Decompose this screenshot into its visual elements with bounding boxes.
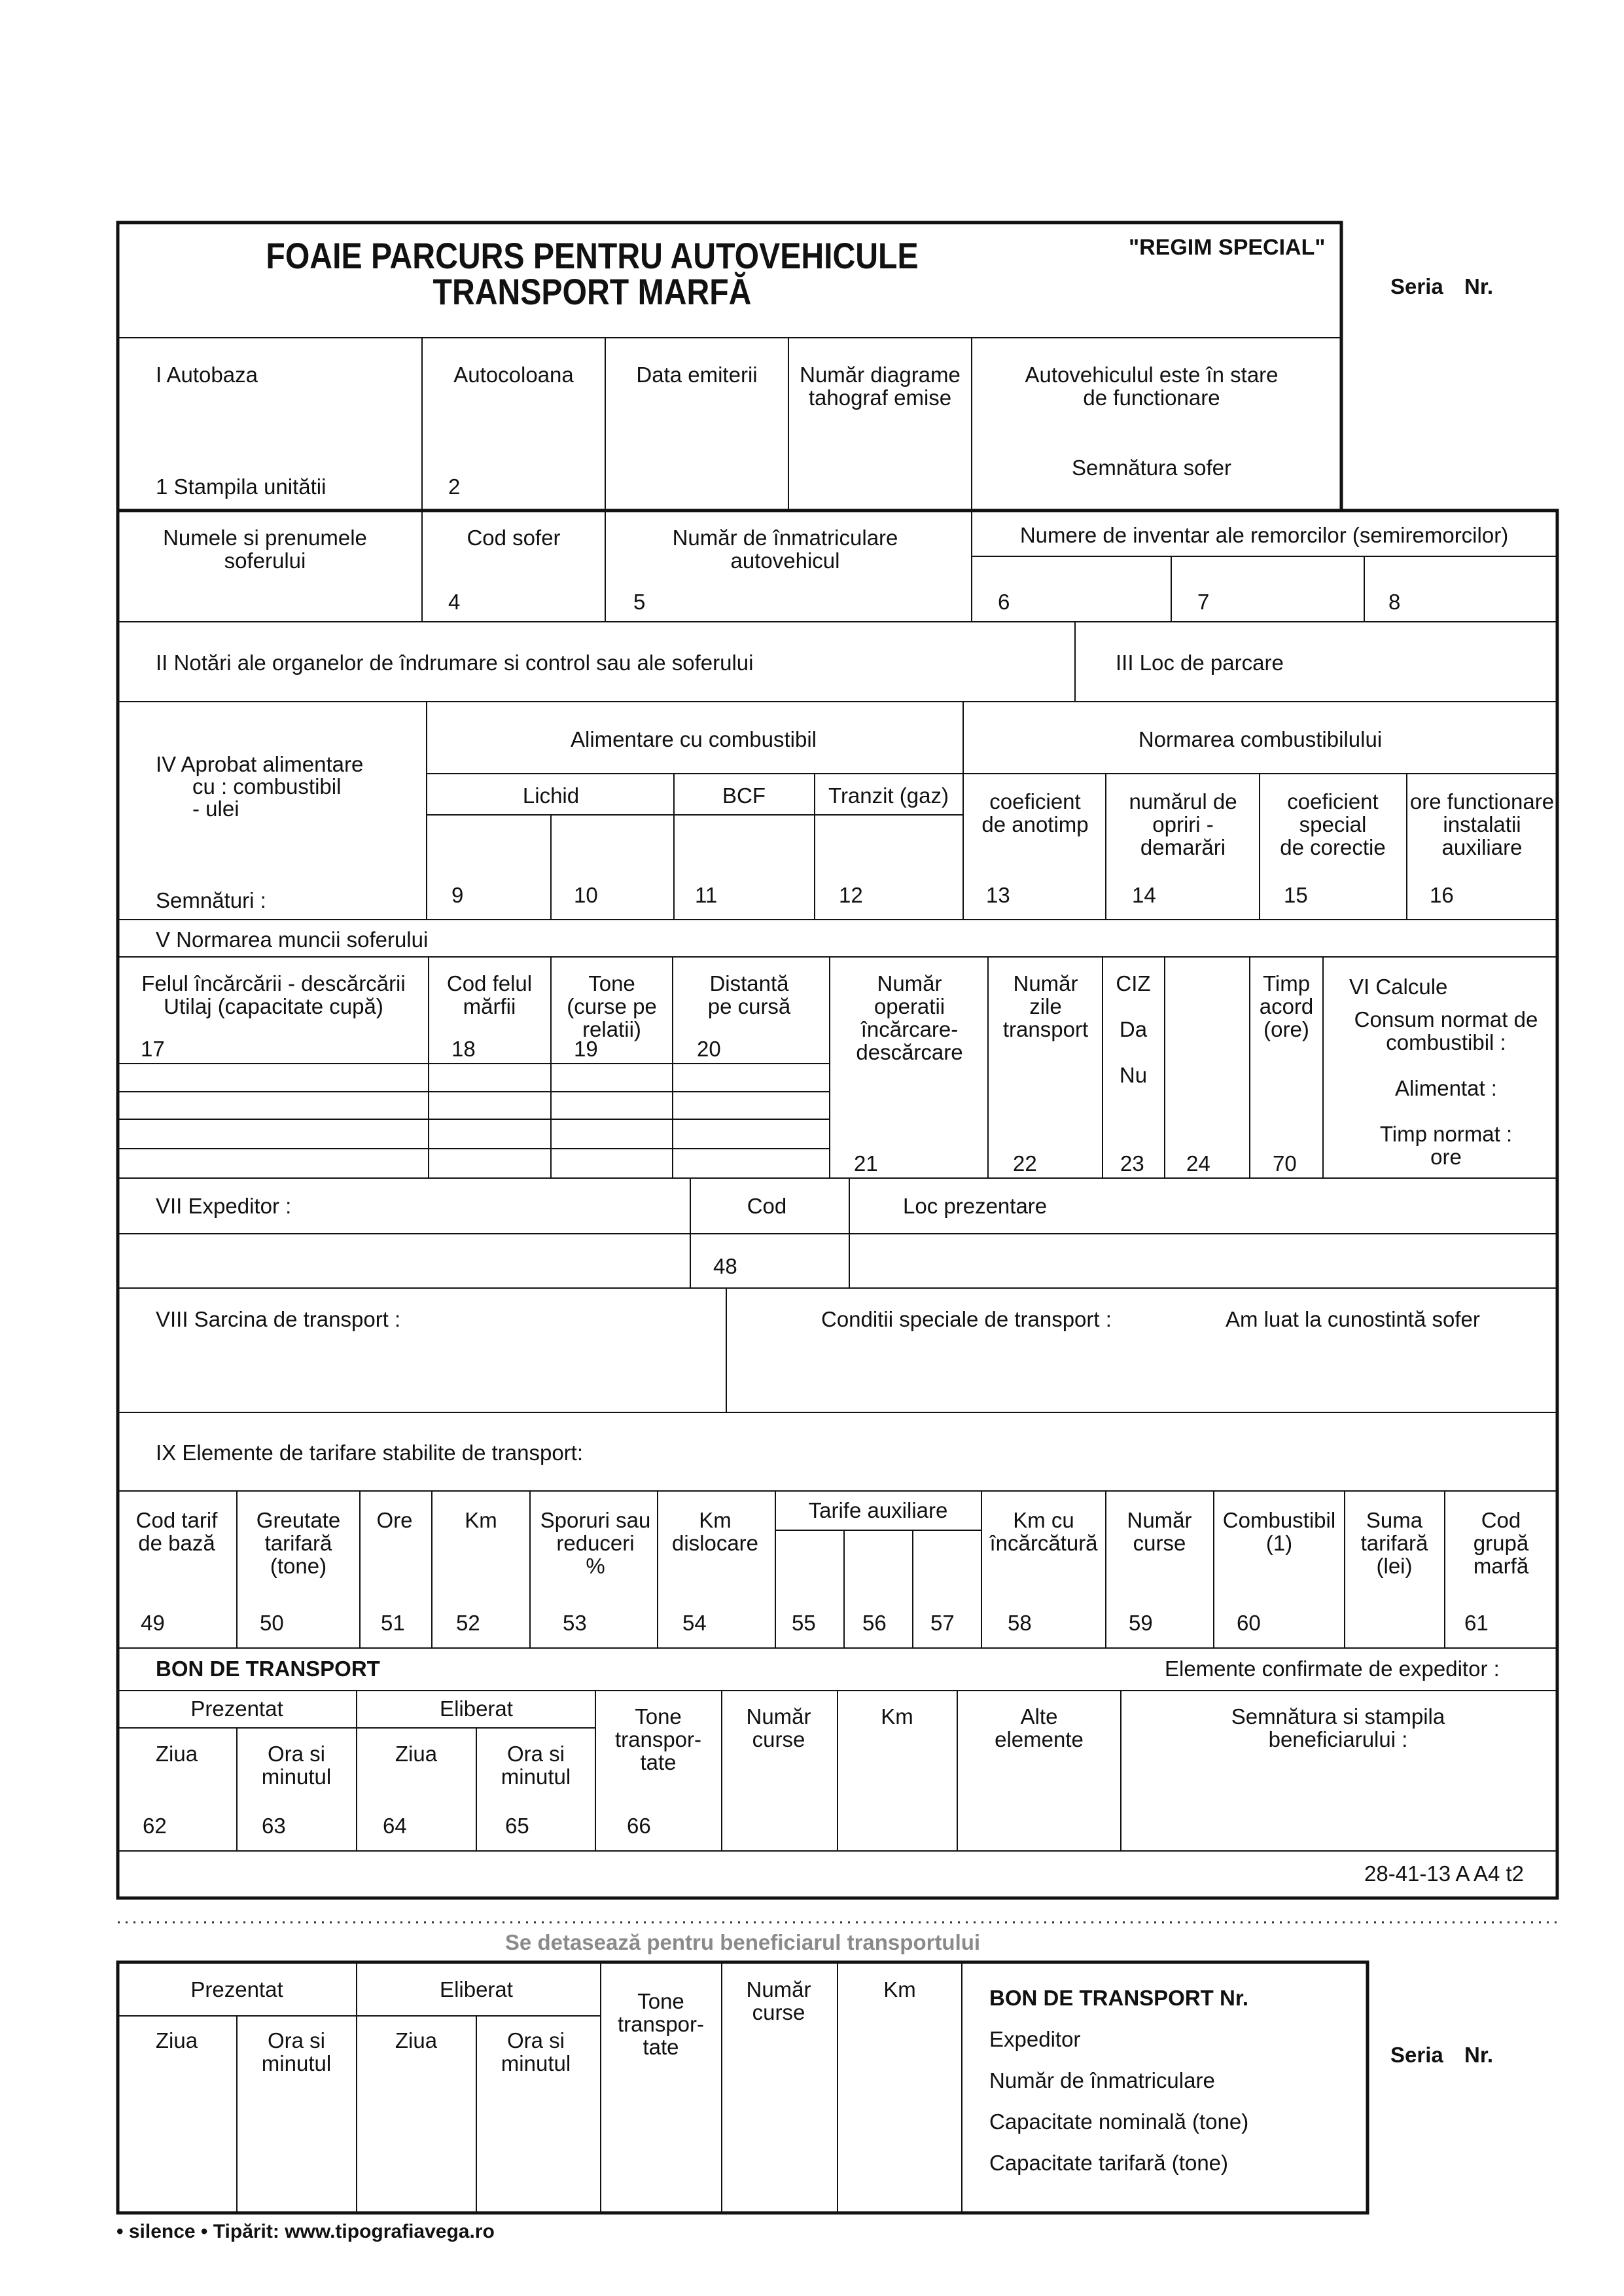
- operatii-l3: încărcare-: [860, 1017, 959, 1041]
- field-number: 4: [448, 590, 461, 614]
- stub-tone-l1: Tone: [637, 1989, 684, 2013]
- greutate-l2: tarifară: [264, 1531, 332, 1555]
- stub-bon-title: BON DE TRANSPORT Nr.: [989, 1986, 1249, 2010]
- bon-title: BON DE TRANSPORT: [156, 1657, 380, 1681]
- coef-anotimp-l1: coeficient: [989, 789, 1081, 814]
- field-number: 12: [839, 883, 863, 907]
- field-number: 8: [1388, 590, 1401, 614]
- consum-normat-l2: combustibil :: [1386, 1030, 1506, 1054]
- field-number: 16: [1430, 883, 1454, 907]
- timp-acord-l1: Timp: [1262, 971, 1311, 996]
- printer-credit: • silence • Tipărit: www.tipografiavega.ro: [116, 2221, 495, 2242]
- combustibil-l1: Combustibil: [1222, 1508, 1336, 1532]
- semnatura-beneficiar-l1: Semnătura si stampila: [1231, 1704, 1445, 1729]
- numar-curse-l2: curse: [752, 1727, 805, 1751]
- distanta-l1: Distantă: [709, 971, 789, 996]
- semnaturi-label: Semnături :: [156, 888, 266, 912]
- km-incarcatura-l2: încărcătură: [989, 1531, 1098, 1555]
- operatii-l4: descărcare: [856, 1040, 963, 1064]
- stampila-label: 1 Stampila unitătii: [156, 475, 327, 499]
- stub-curse-l1: Număr: [746, 1977, 811, 2001]
- normarea-label: Normarea combustibilului: [1138, 727, 1383, 751]
- operatii-l1: Număr: [877, 971, 942, 996]
- field-number: 9: [451, 883, 464, 907]
- field-number: 55: [792, 1611, 816, 1635]
- stub-ora-l2: minutul: [501, 2051, 571, 2075]
- ora-label-l2: minutul: [501, 1765, 571, 1789]
- cod-tarif-l2: de bază: [138, 1531, 215, 1555]
- form-title-line2: TRANSPORT MARFĂ: [432, 271, 752, 312]
- km-incarcatura-l1: Km cu: [1013, 1508, 1074, 1532]
- field-number: 5: [633, 590, 646, 614]
- timp-acord-l2: acord: [1259, 994, 1314, 1018]
- ziua-label: Ziua: [155, 1742, 198, 1766]
- field-number: 70: [1273, 1151, 1297, 1175]
- stub-prezentat-label: Prezentat: [190, 1977, 283, 2001]
- field-number: 11: [695, 883, 718, 907]
- tone-transportate-l3: tate: [640, 1750, 677, 1774]
- field-number: 59: [1129, 1611, 1153, 1635]
- stare-label-l1: Autovehiculul este în stare: [1025, 363, 1279, 387]
- inmatriculare-label-l2: autovehicul: [730, 548, 840, 573]
- normarea-muncii-label: V Normarea muncii soferului: [156, 927, 429, 952]
- alimentare-label: Alimentare cu combustibil: [571, 727, 817, 751]
- field-number: 2: [448, 475, 461, 499]
- zile-l1: Număr: [1013, 971, 1078, 996]
- field-number: 19: [574, 1037, 598, 1061]
- field-number: 18: [451, 1037, 476, 1061]
- ore-functionare-l1: ore functionare: [1409, 789, 1555, 814]
- diagrame-label-l1: Număr diagrame: [800, 363, 961, 387]
- eliberat-label: Eliberat: [440, 1696, 513, 1721]
- stub-inmatriculare-label: Număr de înmatriculare: [989, 2068, 1215, 2092]
- km-header: Km: [465, 1508, 497, 1532]
- field-number: 50: [260, 1611, 284, 1635]
- coef-special-l1: coeficient: [1287, 789, 1379, 814]
- bcf-label: BCF: [722, 783, 766, 808]
- cod-grupa-l2: grupă: [1473, 1531, 1529, 1555]
- notari-label: II Notări ale organelor de îndrumare si control sau ale soferului: [156, 651, 754, 675]
- cod-tarif-l1: Cod tarif: [135, 1508, 218, 1532]
- form-title-line1: FOAIE PARCURS PENTRU AUTOVEHICULE: [266, 235, 919, 276]
- tone-curse-l3: relatii): [582, 1017, 641, 1041]
- ora-label-l1: Ora si: [267, 1742, 326, 1766]
- coef-special-l2: special: [1299, 812, 1367, 836]
- stub-tone-l2: transpor-: [617, 2012, 705, 2036]
- field-number: 53: [563, 1611, 587, 1635]
- parcare-label: III Loc de parcare: [1116, 651, 1284, 675]
- field-number: 15: [1284, 883, 1308, 907]
- suma-tarifara-l1: Suma: [1366, 1508, 1423, 1532]
- stub-km-label: Km: [883, 1977, 916, 2001]
- suma-tarifara-l2: tarifară: [1360, 1531, 1428, 1555]
- cod-felul-l1: Cod felul: [446, 971, 533, 996]
- numar-curse-l1: Număr: [1127, 1508, 1192, 1532]
- detach-note: Se detasează pentru beneficiarul transportului: [504, 1930, 981, 1954]
- timp-normat-label: Timp normat :: [1379, 1122, 1513, 1146]
- tone-curse-l1: Tone: [588, 971, 635, 996]
- zile-l3: transport: [1002, 1017, 1089, 1041]
- field-number: 51: [381, 1611, 405, 1635]
- stub-ziua-label: Ziua: [155, 2028, 198, 2053]
- field-number: 24: [1186, 1151, 1210, 1175]
- km-dislocare-l2: dislocare: [671, 1531, 759, 1555]
- field-number: 61: [1464, 1611, 1489, 1635]
- tone-curse-l2: (curse pe: [567, 994, 657, 1018]
- field-number: 7: [1197, 590, 1210, 614]
- combustibil-l2: (1): [1265, 1531, 1293, 1555]
- form-code: 28-41-13 A A4 t2: [1364, 1861, 1525, 1886]
- stub-nr-label: Nr.: [1464, 2043, 1494, 2067]
- numar-curse-l2: curse: [1133, 1531, 1186, 1555]
- field-number: 65: [505, 1814, 529, 1838]
- km-label: Km: [881, 1704, 913, 1729]
- remorci-label: Numere de inventar ale remorcilor (semiremorcilor): [1019, 523, 1509, 547]
- ora-label-l1: Ora si: [506, 1742, 565, 1766]
- serie-label: Seria: [1390, 274, 1443, 298]
- cod-label: Cod: [747, 1194, 787, 1218]
- ciz-label: CIZ: [1116, 971, 1151, 996]
- ore-functionare-l2: instalatii: [1443, 812, 1521, 836]
- field-number: 13: [986, 883, 1010, 907]
- field-number: 10: [574, 883, 598, 907]
- elemente-confirmate-label: Elemente confirmate de expeditor :: [1165, 1657, 1500, 1681]
- semnatura-sofer-label: Semnătura sofer: [1072, 456, 1231, 480]
- stub-serie-label: Seria: [1390, 2043, 1443, 2067]
- ore-functionare-l3: auxiliare: [1441, 835, 1523, 859]
- zile-l2: zile: [1029, 994, 1062, 1018]
- consum-normat-l1: Consum normat de: [1354, 1007, 1538, 1031]
- tarife-auxiliare-label: Tarife auxiliare: [808, 1498, 948, 1522]
- field-number: 58: [1008, 1611, 1032, 1635]
- field-number: 60: [1237, 1611, 1261, 1635]
- cod-grupa-l3: marfă: [1473, 1554, 1529, 1578]
- field-number: 23: [1120, 1151, 1144, 1175]
- stare-label-l2: de functionare: [1083, 386, 1220, 410]
- stub-ora-l2: minutul: [261, 2051, 332, 2075]
- stub-ora-l1: Ora si: [267, 2028, 326, 2053]
- km-dislocare-l1: Km: [699, 1508, 732, 1532]
- sporuri-l2: reduceri: [556, 1531, 635, 1555]
- alimentat-label: Alimentat :: [1395, 1076, 1497, 1100]
- field-number: 17: [141, 1037, 165, 1061]
- nu-label: Nu: [1119, 1063, 1148, 1087]
- cod-grupa-l1: Cod: [1481, 1508, 1521, 1532]
- regime-label: "REGIM SPECIAL": [1129, 235, 1326, 260]
- autocoloana-label: Autocoloana: [453, 363, 574, 387]
- stub-capacitate-tarifara-label: Capacitate tarifară (tone): [989, 2151, 1229, 2175]
- felul-label-l2: Utilaj (capacitate cupă): [164, 994, 383, 1018]
- field-number: 6: [998, 590, 1010, 614]
- nume-label-l2: soferului: [224, 548, 306, 573]
- data-emiterii-label: Data emiterii: [636, 363, 758, 387]
- field-number: 48: [713, 1254, 737, 1278]
- field-number: 62: [143, 1814, 167, 1838]
- am-luat-label: Am luat la cunostintă sofer: [1226, 1307, 1480, 1331]
- stub-eliberat-label: Eliberat: [440, 1977, 513, 2001]
- greutate-l1: Greutate: [256, 1508, 341, 1532]
- cod-felul-l2: mărfii: [463, 994, 516, 1018]
- stub-ziua-label: Ziua: [395, 2028, 438, 2053]
- diagrame-label-l2: tahograf emise: [808, 386, 952, 410]
- field-number: 52: [456, 1611, 480, 1635]
- suma-tarifara-l3: (lei): [1376, 1554, 1413, 1578]
- field-number: 57: [930, 1611, 955, 1635]
- felul-label-l1: Felul încărcării - descărcării: [141, 971, 406, 996]
- coef-anotimp-l2: de anotimp: [981, 812, 1089, 836]
- tranzit-label: Tranzit (gaz): [828, 783, 949, 808]
- loc-prezentare-label: Loc prezentare: [903, 1194, 1048, 1218]
- numar-curse-l1: Număr: [746, 1704, 811, 1729]
- semnatura-beneficiar-l2: beneficiarului :: [1268, 1727, 1408, 1751]
- opriri-l2: opriri -: [1152, 812, 1214, 836]
- tone-transportate-l1: Tone: [635, 1704, 682, 1729]
- stub-expeditor-label: Expeditor: [989, 2027, 1081, 2051]
- tarifare-label: IX Elemente de tarifare stabilite de transport:: [156, 1441, 584, 1465]
- stub-tone-l3: tate: [643, 2035, 679, 2059]
- expeditor-label: VII Expeditor :: [156, 1194, 292, 1218]
- lichid-label: Lichid: [522, 783, 580, 808]
- distanta-l2: pe cursă: [707, 994, 791, 1018]
- opriri-l3: demarări: [1140, 835, 1226, 859]
- cod-sofer-label: Cod sofer: [467, 526, 561, 550]
- ora-label-l2: minutul: [261, 1765, 332, 1789]
- nr-label: Nr.: [1464, 274, 1494, 298]
- ziua-label: Ziua: [395, 1742, 438, 1766]
- field-number: 14: [1132, 883, 1156, 907]
- field-number: 20: [697, 1037, 721, 1061]
- stub-curse-l2: curse: [752, 2000, 805, 2024]
- prezentat-label: Prezentat: [190, 1696, 283, 1721]
- field-number: 22: [1013, 1151, 1037, 1175]
- field-number: 21: [854, 1151, 878, 1175]
- field-number: 64: [383, 1814, 407, 1838]
- ore-label: ore: [1430, 1145, 1462, 1169]
- conditii-label: Conditii speciale de transport :: [821, 1307, 1112, 1331]
- autobaza-label: I Autobaza: [156, 363, 258, 387]
- coef-special-l3: de corectie: [1280, 835, 1386, 859]
- sporuri-l1: Sporuri sau: [540, 1508, 651, 1532]
- stub-capacitate-nominala-label: Capacitate nominală (tone): [989, 2109, 1249, 2134]
- nume-label-l1: Numele si prenumele: [163, 526, 367, 550]
- field-number: 63: [262, 1814, 286, 1838]
- field-number: 66: [627, 1814, 651, 1838]
- opriri-l1: numărul de: [1129, 789, 1237, 814]
- field-number: 54: [682, 1611, 707, 1635]
- inmatriculare-label-l1: Număr de înmatriculare: [672, 526, 898, 550]
- sarcina-label: VIII Sarcina de transport :: [156, 1307, 401, 1331]
- tone-transportate-l2: transpor-: [614, 1727, 702, 1751]
- da-label: Da: [1119, 1017, 1148, 1041]
- field-number: 56: [862, 1611, 887, 1635]
- aprobat-label-l1: IV Aprobat alimentare: [156, 752, 364, 776]
- alte-elemente-l1: Alte: [1020, 1704, 1058, 1729]
- alte-elemente-l2: elemente: [995, 1727, 1084, 1751]
- sporuri-l3: %: [586, 1554, 605, 1578]
- timp-acord-l3: (ore): [1263, 1017, 1309, 1041]
- operatii-l2: operatii: [874, 994, 945, 1018]
- ore-header: Ore: [376, 1508, 413, 1532]
- aprobat-label-l2: cu : combustibil: [192, 774, 342, 798]
- calcule-label: VI Calcule: [1349, 975, 1448, 999]
- greutate-l3: (tone): [270, 1554, 327, 1578]
- field-number: 49: [141, 1611, 165, 1635]
- aprobat-label-l3: - ulei: [192, 797, 239, 821]
- stub-ora-l1: Ora si: [506, 2028, 565, 2053]
